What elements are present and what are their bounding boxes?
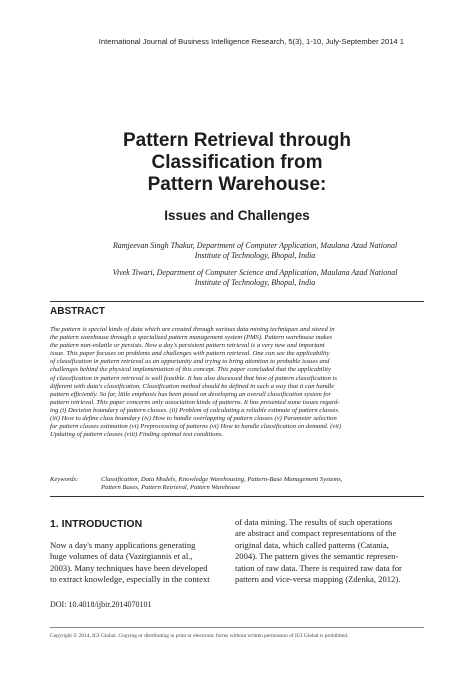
abstract-line: the pattern warehouse through a specialized pattern management system (PMS). Pattern warehouse makes <box>50 334 333 342</box>
running-head: International Journal of Business Intelligence Research, 5(3), 1-10, July-September 2014 1 <box>98 37 404 46</box>
keywords-label: Keywords: <box>50 476 79 483</box>
abstract-top-rule <box>50 301 424 302</box>
body-line: Now a day's many applications generating <box>50 540 196 550</box>
abstract-line: The pattern is special kinds of data which are created through various data mining techniques and stored in <box>50 326 335 333</box>
author-line: Vivek Tiwari, Department of Computer Science and Application, Maulana Azad National <box>112 268 398 277</box>
author-affiliation-1 <box>95 241 415 260</box>
body-line: to extract knowledge, especially in the context <box>50 574 210 585</box>
body-line: of data mining. The results of such operations <box>235 517 393 527</box>
abstract-heading: ABSTRACT <box>50 306 105 317</box>
abstract-line: for pattern classes estimation (vi) Preprocessing of patterns (vi) How to handle classification on demand. (vii) <box>50 423 342 431</box>
keywords-list <box>101 476 424 492</box>
author-line: Institute of Technology, Bhopal, India <box>194 277 316 287</box>
abstract-body <box>50 326 424 439</box>
abstract-bottom-rule <box>50 496 424 497</box>
body-line: huge volumes of data (Vazirgiannis et al., <box>50 551 193 562</box>
keywords-line: Classification, Data Models, Knowledge Warehousing, Pattern-Base Management Systems, <box>101 476 343 483</box>
author-line: Institute of Technology, Bhopal, India <box>194 250 316 260</box>
body-line: original data, which called patterns (Catania, <box>235 539 389 550</box>
paper-subtitle: Issues and Challenges <box>164 208 310 223</box>
abstract-line: (iii) How to define class boundary (iv) How to handle overlapping of pattern classes (v) Parameter selection <box>50 415 337 423</box>
body-line: 2004). The pattern gives the semantic represen- <box>235 551 399 562</box>
body-line: tation of raw data. There is required raw data for <box>235 562 402 573</box>
abstract-line: challenges behind the physical implementation of this concept. This paper concluded that the applicability <box>50 366 331 374</box>
paper-title <box>0 130 474 196</box>
copyright-notice: Copyright © 2014, IGI Global. Copying or distributing in print or electronic forms without written permission of IGI Global is prohibited. <box>50 633 349 639</box>
abstract-line: issue. This paper focuses on problems and challenges with pattern retrieval. One can see the applicability <box>50 350 330 358</box>
abstract-line: different with data's classification. Classification method should be defined in such a way that it can handle <box>50 382 335 390</box>
abstract-line: of classification in pattern retrieval is well feasible. It has also discussed that how of pattern classification is <box>50 374 337 382</box>
title-line: Pattern Retrieval through <box>122 130 352 151</box>
title-line: Pattern Warehouse: <box>147 174 327 195</box>
doi: DOI: 10.4018/ijbir.2014070101 <box>50 600 152 609</box>
abstract-line: pattern retrieval. This paper concerns only association kinds of patterns. It has presented some issues regard- <box>50 398 340 406</box>
intro-column-right <box>235 517 413 585</box>
title-line: Classification from <box>151 152 323 173</box>
body-line: 2003). Many techniques have been developed <box>50 562 208 573</box>
abstract-line: the pattern non-volatile or persists. Now a day's persistent pattern retrieval is a very new and important <box>50 342 325 350</box>
intro-column-left <box>50 540 228 586</box>
author-affiliation-2 <box>95 268 415 287</box>
author-line: Ramjeevan Singh Thakur, Department of Computer Application, Maulana Azad National <box>112 241 398 250</box>
body-line: pattern and vice-versa mapping (Zdenka, 2012). <box>235 574 401 585</box>
section-heading-introduction: 1. INTRODUCTION <box>50 518 143 530</box>
abstract-line: Updating of pattern classes (viii) Finding optimal test conditions. <box>50 431 224 439</box>
abstract-line: ing (i) Decision boundary of pattern classes. (ii) Problem of calculating a reliable estimate of pattern classes. <box>50 406 340 414</box>
keywords-line: Pattern Bases, Pattern Retrieval, Pattern Warehouse <box>101 484 241 492</box>
footer-rule <box>50 627 424 628</box>
body-line: are abstract and compact representations of the <box>235 528 397 539</box>
abstract-line: of classification in pattern retrieval as an opportunity and trying to bring attention to probable issues and <box>50 358 330 366</box>
abstract-line: pattern efficiently. So far, little emphasis has been posed on developing an overall classification system for <box>50 390 332 398</box>
